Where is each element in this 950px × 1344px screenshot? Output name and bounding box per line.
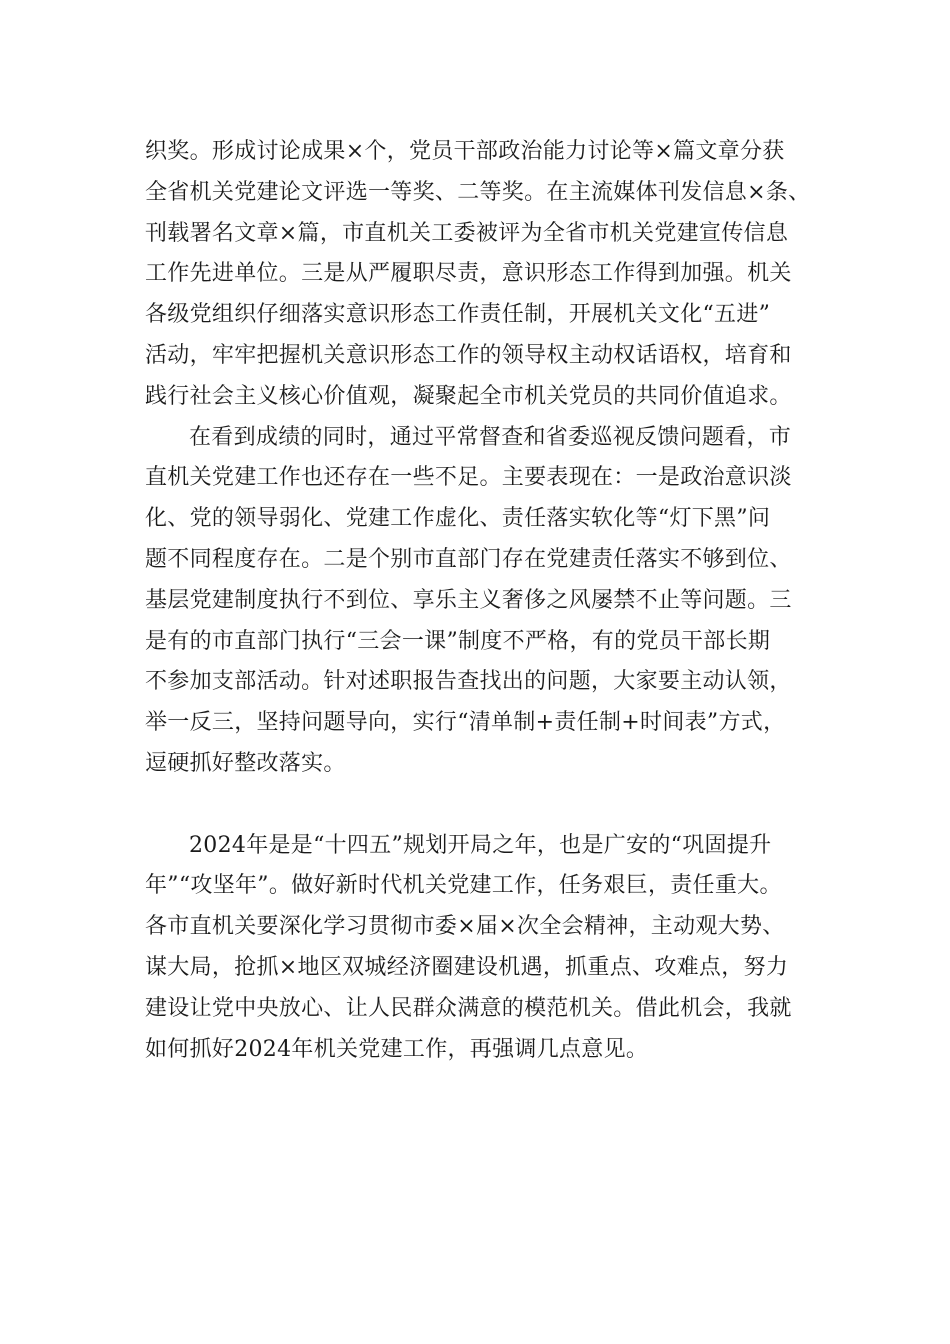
text-line: 活动，牢牢把握机关意识形态工作的领导权主动权话语权，培育和 — [145, 342, 792, 368]
text-line: 如何抓好2024年机关党建工作，再强调几点意见。 — [145, 1036, 649, 1062]
text-line: 工作先进单位。三是从严履职尽责，意识形态工作得到加强。机关 — [145, 261, 792, 287]
text-line: 2024年是是“十四五”规划开局之年，也是广安的“巩固提升 — [189, 832, 772, 858]
text-line: 各级党组织仔细落实意识形态工作责任制，开展机关文化“五进” — [145, 302, 771, 328]
text-line: 逗硬抓好整改落实。 — [145, 750, 346, 776]
paragraph-2 — [145, 418, 825, 826]
text-line: 全省机关党建论文评选一等奖、二等奖。在主流媒体刊发信息×条、 — [145, 179, 811, 205]
text-line: 践行社会主义核心价值观，凝聚起全市机关党员的共同价值追求。 — [145, 383, 792, 409]
paragraph-1 — [145, 132, 825, 418]
text-line: 化、党的领导弱化、党建工作虚化、责任落实软化等“灯下黑”问 — [145, 506, 771, 532]
text-line: 谋大局，抢抓×地区双城经济圈建设机遇，抓重点、攻难点，努力 — [145, 954, 789, 980]
document-body — [145, 132, 825, 1070]
text-line: 不参加支部活动。针对述职报告查找出的问题，大家要主动认领， — [145, 669, 792, 695]
text-line: 年”“攻坚年”。做好新时代机关党建工作，任务艰巨，责任重大。 — [145, 873, 782, 899]
text-line: 基层党建制度执行不到位、享乐主义奢侈之风屡禁不止等问题。三 — [145, 587, 792, 613]
text-line: 是有的市直部门执行“三会一课”制度不严格，有的党员干部长期 — [145, 628, 771, 654]
text-line: 在看到成绩的同时，通过平常督查和省委巡视反馈问题看，市 — [189, 424, 792, 450]
text-line: 直机关党建工作也还存在一些不足。主要表现在：一是政治意识淡 — [145, 465, 792, 491]
text-line: 题不同程度存在。二是个别市直部门存在党建责任落实不够到位、 — [145, 546, 792, 572]
text-line: 建设让党中央放心、让人民群众满意的模范机关。借此机会，我就 — [145, 995, 792, 1021]
text-line: 各市直机关要深化学习贯彻市委×届×次全会精神，主动观大势、 — [145, 914, 785, 940]
text-line: 刊载署名文章×篇，市直机关工委被评为全省市机关党建宣传信息 — [145, 220, 789, 246]
text-line: 织奖。形成讨论成果×个，党员干部政治能力讨论等×篇文章分获 — [145, 139, 785, 164]
paragraph-3 — [145, 826, 825, 1071]
text-line: 举一反三，坚持问题导向，实行“清单制+责任制+时间表”方式， — [145, 710, 786, 736]
text-line — [145, 785, 825, 826]
